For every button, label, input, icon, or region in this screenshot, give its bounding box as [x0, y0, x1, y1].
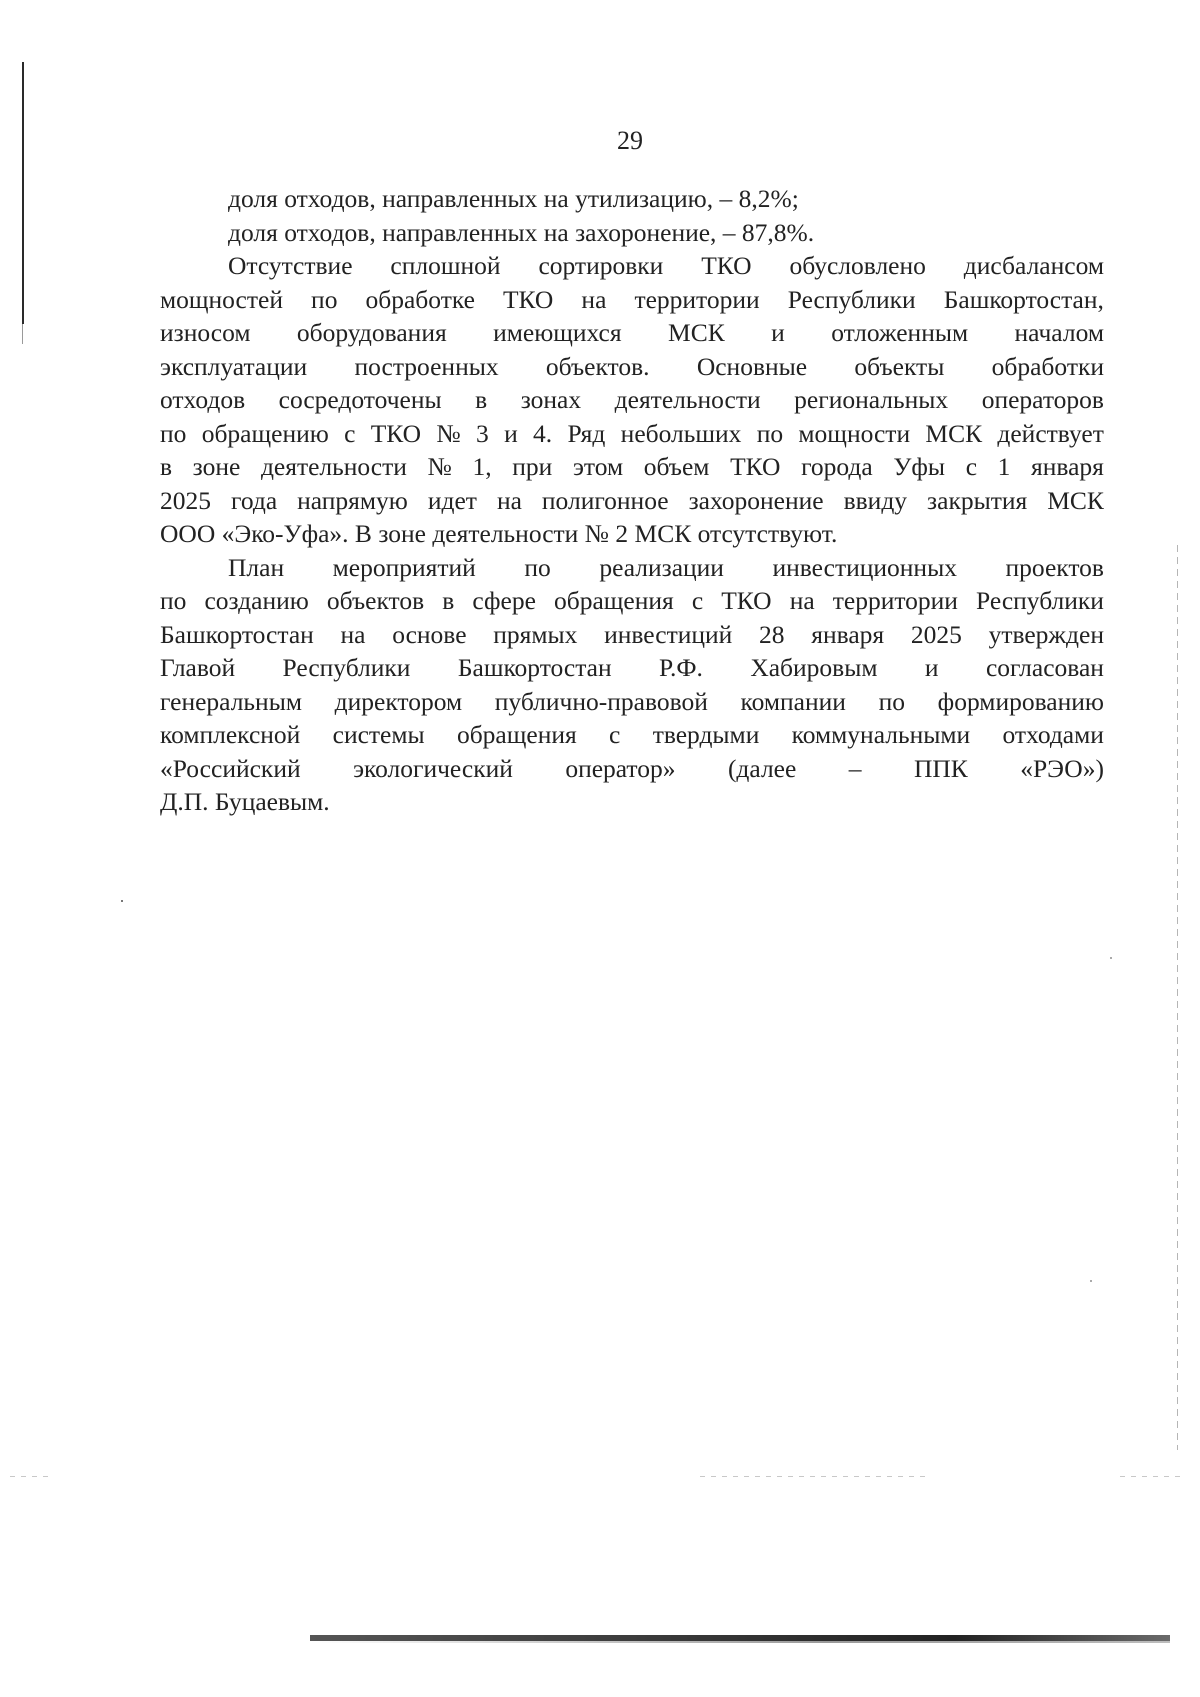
word: Р.Ф. [659, 653, 703, 682]
word: 28 [759, 619, 785, 649]
word: 1, [472, 452, 492, 481]
word: закрытия [927, 485, 1028, 515]
word: Уфы [893, 452, 946, 481]
body-text [160, 182, 1104, 819]
word: основе [392, 619, 467, 649]
word: января [811, 619, 885, 649]
text-line [160, 618, 1104, 652]
word: с [965, 452, 978, 481]
scan-dash [700, 1476, 930, 1477]
word: Отсутствие [228, 251, 353, 280]
word: захоронение [688, 485, 824, 515]
scan-dash [10, 1476, 50, 1477]
word: утвержден [988, 619, 1104, 649]
word: оборудования [296, 318, 447, 347]
word: Республики [976, 586, 1104, 615]
word: МСК [1047, 485, 1104, 515]
word: «Российский [160, 753, 301, 783]
word: при [512, 452, 553, 481]
word: ТКО [701, 251, 752, 280]
word: по [524, 552, 551, 582]
word: объем [643, 452, 710, 481]
word: Башкортостан [160, 619, 314, 649]
word: формированию [937, 686, 1104, 716]
word: мощностей [160, 284, 283, 314]
word: № [427, 452, 452, 481]
word: оператор» [565, 753, 676, 783]
scan-edge-left-faint [22, 324, 23, 344]
text-line [160, 316, 1104, 350]
text-line: доля отходов, направленных на захоронение, – 87,8%. [228, 217, 815, 247]
text-line [160, 450, 1104, 484]
word: инвестиционных [772, 552, 957, 582]
text-line [160, 752, 1104, 786]
word: зонах [520, 385, 582, 414]
word: на [789, 586, 815, 615]
word: (далее [727, 753, 797, 783]
word: комплексной [160, 720, 301, 749]
text-line [160, 283, 1104, 317]
word: ТКО [370, 418, 422, 448]
word: ввиду [843, 485, 908, 515]
word: 2025 [160, 485, 211, 515]
word: операторов [981, 385, 1104, 414]
word: реализации [599, 552, 724, 582]
text-line [160, 484, 1104, 518]
word: 2025 [910, 619, 962, 649]
word: публично-правовой [494, 686, 708, 716]
word: и [771, 318, 785, 347]
word: действует [997, 418, 1104, 448]
word: по [878, 686, 905, 716]
word: ППК [913, 753, 968, 783]
word: с [609, 720, 621, 749]
scan-speck [121, 900, 123, 902]
word: МСК [668, 318, 725, 347]
word: 1 [997, 452, 1011, 481]
word: отложенным [831, 318, 969, 347]
word: 4. [533, 418, 553, 448]
text-line [160, 350, 1104, 384]
word: «РЭО») [1020, 753, 1104, 783]
word: объекты [854, 351, 945, 381]
word: этом [572, 452, 624, 481]
text-line: ООО «Эко-Уфа». В зоне деятельности № 2 МСК отсутствуют. [160, 519, 838, 548]
word: на [340, 619, 366, 649]
word: созданию [204, 586, 309, 615]
text-line [160, 551, 1104, 585]
word: началом [1014, 318, 1104, 347]
text-line: Д.П. Буцаевым. [160, 787, 330, 816]
word: сфере [472, 586, 536, 615]
word: на [496, 485, 522, 515]
word: – [848, 753, 862, 783]
word: с [691, 586, 704, 615]
word: МСК [925, 418, 983, 448]
text-line [160, 584, 1104, 618]
word: обращения [456, 720, 577, 749]
word: отходов [160, 385, 246, 414]
word: отходами [1002, 720, 1104, 749]
word: обращению [201, 418, 329, 448]
word: деятельности [614, 385, 761, 414]
word: с [344, 418, 356, 448]
word: города [801, 452, 873, 481]
word: ТКО [721, 586, 772, 615]
scan-edge-left [22, 62, 24, 324]
word: построенных [354, 351, 499, 381]
word: экологический [353, 753, 513, 783]
word: 3 [476, 418, 489, 448]
word: дисбалансом [963, 251, 1104, 280]
word: коммунальными [791, 720, 971, 749]
word: проектов [1005, 552, 1104, 582]
word: прямых [493, 619, 578, 649]
word: твердыми [652, 720, 760, 749]
word: ТКО [502, 284, 554, 314]
word: мероприятий [332, 552, 476, 582]
word: января [1031, 452, 1104, 481]
text-line: доля отходов, направленных на утилизацию, – 8,2%; [228, 184, 799, 213]
word: Главой [160, 653, 236, 682]
scan-bottom-edge-shadow [310, 1641, 1170, 1643]
text-line [160, 718, 1104, 752]
word: по [160, 586, 187, 615]
scan-edge-right [1177, 545, 1178, 1450]
word: обращения [553, 586, 674, 615]
word: деятельности [260, 452, 407, 481]
word: обработки [991, 351, 1104, 381]
word: обусловлено [789, 251, 926, 280]
text-line [160, 417, 1104, 451]
text-line [160, 685, 1104, 719]
word: небольших [620, 418, 742, 448]
word: объектов [326, 586, 425, 615]
word: План [228, 552, 285, 582]
word: территории [634, 284, 760, 314]
text-line [160, 249, 1104, 283]
text-line [160, 651, 1104, 685]
word: зоне [192, 452, 241, 481]
word: напрямую [297, 485, 408, 515]
word: Хабировым [750, 653, 878, 682]
word: полигонное [541, 485, 669, 515]
word: по [756, 418, 784, 448]
text-line [160, 383, 1104, 417]
word: идет [427, 485, 477, 515]
word: Башкортостан [457, 653, 612, 682]
word: на [581, 284, 607, 314]
word: и [924, 653, 939, 682]
word: территории [832, 586, 958, 615]
word: сосредоточены [278, 385, 442, 414]
word: системы [332, 720, 425, 749]
word: сортировки [538, 251, 664, 280]
word: в [475, 385, 488, 414]
scan-dash [1120, 1476, 1180, 1477]
word: Башкортостан, [943, 284, 1104, 314]
word: износом [160, 318, 251, 347]
word: компании [740, 686, 846, 716]
word: сплошной [390, 251, 501, 280]
word: имеющихся [493, 318, 622, 347]
word: года [231, 485, 278, 515]
word: Основные [696, 351, 808, 381]
word: директором [334, 686, 463, 716]
word: генеральным [160, 686, 302, 716]
word: Республики [282, 653, 411, 682]
page-number: 29 [617, 126, 643, 155]
word: Ряд [567, 418, 606, 448]
scan-speck [1110, 957, 1112, 959]
word: и [504, 418, 518, 448]
word: обработке [365, 284, 475, 314]
scan-speck [1090, 1280, 1092, 1282]
word: Республики [787, 284, 916, 314]
word: по [160, 418, 187, 448]
word: инвестиций [604, 619, 733, 649]
word: мощности [798, 418, 911, 448]
word: в [160, 452, 173, 481]
word: ТКО [730, 452, 781, 481]
word: по [311, 284, 338, 314]
word: № [436, 418, 461, 448]
word: в [442, 586, 455, 615]
word: эксплуатации [160, 351, 308, 381]
word: объектов. [545, 351, 650, 381]
word: региональных [794, 385, 949, 414]
word: согласован [985, 653, 1104, 682]
